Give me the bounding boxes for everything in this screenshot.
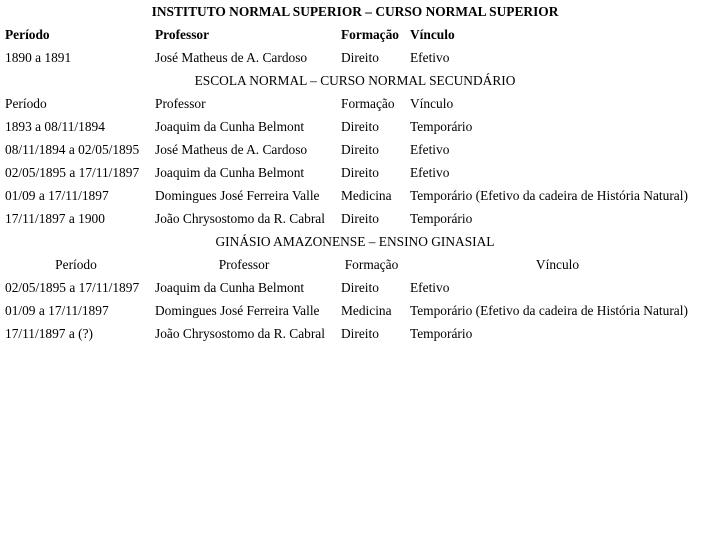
cell-vinculo: Efetivo [410, 280, 450, 295]
header-formacao: Formação [341, 27, 400, 42]
cell-professor: Joaquim da Cunha Belmont [155, 119, 305, 134]
cell-vinculo: Temporário [410, 326, 473, 341]
header-professor: Professor [218, 257, 270, 272]
table-row [1, 115, 709, 138]
cell-formacao: Direito [341, 142, 379, 157]
cell-formacao: Direito [341, 326, 379, 341]
cell-periodo: 01/09 a 17/11/1897 [5, 303, 109, 318]
section-title-row [1, 0, 709, 23]
header-periodo: Período [5, 27, 50, 42]
cell-professor: José Matheus de A. Cardoso [155, 50, 308, 65]
header-vinculo: Vínculo [535, 257, 580, 272]
header-professor: Professor [155, 96, 206, 111]
cell-periodo: 02/05/1895 a 17/11/1897 [5, 280, 140, 295]
header-formacao: Formação [341, 96, 395, 111]
header-vinculo: Vínculo [410, 27, 455, 42]
cell-professor: Domingues José Ferreira Valle [155, 188, 320, 203]
header-row [1, 92, 709, 115]
cell-formacao: Direito [341, 280, 379, 295]
cell-professor: Domingues José Ferreira Valle [155, 303, 320, 318]
cell-professor: João Chrysostomo da R. Cabral [155, 211, 325, 226]
cell-periodo: 08/11/1894 a 02/05/1895 [5, 142, 140, 157]
header-professor: Professor [155, 27, 210, 42]
section-title-row [1, 230, 709, 253]
cell-vinculo: Temporário (Efetivo da cadeira de História Natural) [410, 188, 688, 203]
table-row [1, 299, 709, 322]
cell-periodo: 17/11/1897 a (?) [5, 326, 94, 341]
cell-professor: João Chrysostomo da R. Cabral [155, 326, 325, 341]
cell-formacao: Direito [341, 119, 379, 134]
section-title-row [1, 69, 709, 92]
section-title: INSTITUTO NORMAL SUPERIOR – CURSO NORMAL SUPERIOR [151, 4, 559, 19]
cell-vinculo: Efetivo [410, 50, 450, 65]
table-row [1, 276, 709, 299]
cell-professor: José Matheus de A. Cardoso [155, 142, 308, 157]
header-periodo: Período [55, 257, 97, 272]
cell-formacao: Direito [341, 165, 379, 180]
header-periodo: Período [5, 96, 47, 111]
cell-formacao: Medicina [341, 303, 392, 318]
section-title: GINÁSIO AMAZONENSE – ENSINO GINASIAL [215, 234, 495, 249]
teachers-table [1, 0, 709, 345]
cell-periodo: 1893 a 08/11/1894 [5, 119, 105, 134]
cell-periodo: 1890 a 1891 [5, 50, 72, 65]
cell-vinculo: Efetivo [410, 142, 450, 157]
header-formacao: Formação [344, 257, 399, 272]
header-row [1, 23, 709, 46]
cell-formacao: Direito [341, 211, 379, 226]
table-row [1, 322, 709, 345]
header-vinculo: Vínculo [410, 96, 454, 111]
cell-periodo: 02/05/1895 a 17/11/1897 [5, 165, 140, 180]
section-title: ESCOLA NORMAL – CURSO NORMAL SECUNDÁRIO [194, 73, 516, 88]
cell-formacao: Medicina [341, 188, 392, 203]
cell-vinculo: Efetivo [410, 165, 450, 180]
cell-professor: Joaquim da Cunha Belmont [155, 165, 305, 180]
table-row [1, 184, 709, 207]
cell-vinculo: Temporário (Efetivo da cadeira de História Natural) [410, 303, 688, 318]
table-row [1, 161, 709, 184]
cell-periodo: 17/11/1897 a 1900 [5, 211, 105, 226]
cell-vinculo: Temporário [410, 211, 473, 226]
header-row [1, 253, 709, 276]
cell-professor: Joaquim da Cunha Belmont [155, 280, 305, 295]
table-row [1, 46, 709, 69]
cell-formacao: Direito [341, 50, 379, 65]
cell-vinculo: Temporário [410, 119, 473, 134]
cell-periodo: 01/09 a 17/11/1897 [5, 188, 109, 203]
table-row [1, 207, 709, 230]
table-row [1, 138, 709, 161]
